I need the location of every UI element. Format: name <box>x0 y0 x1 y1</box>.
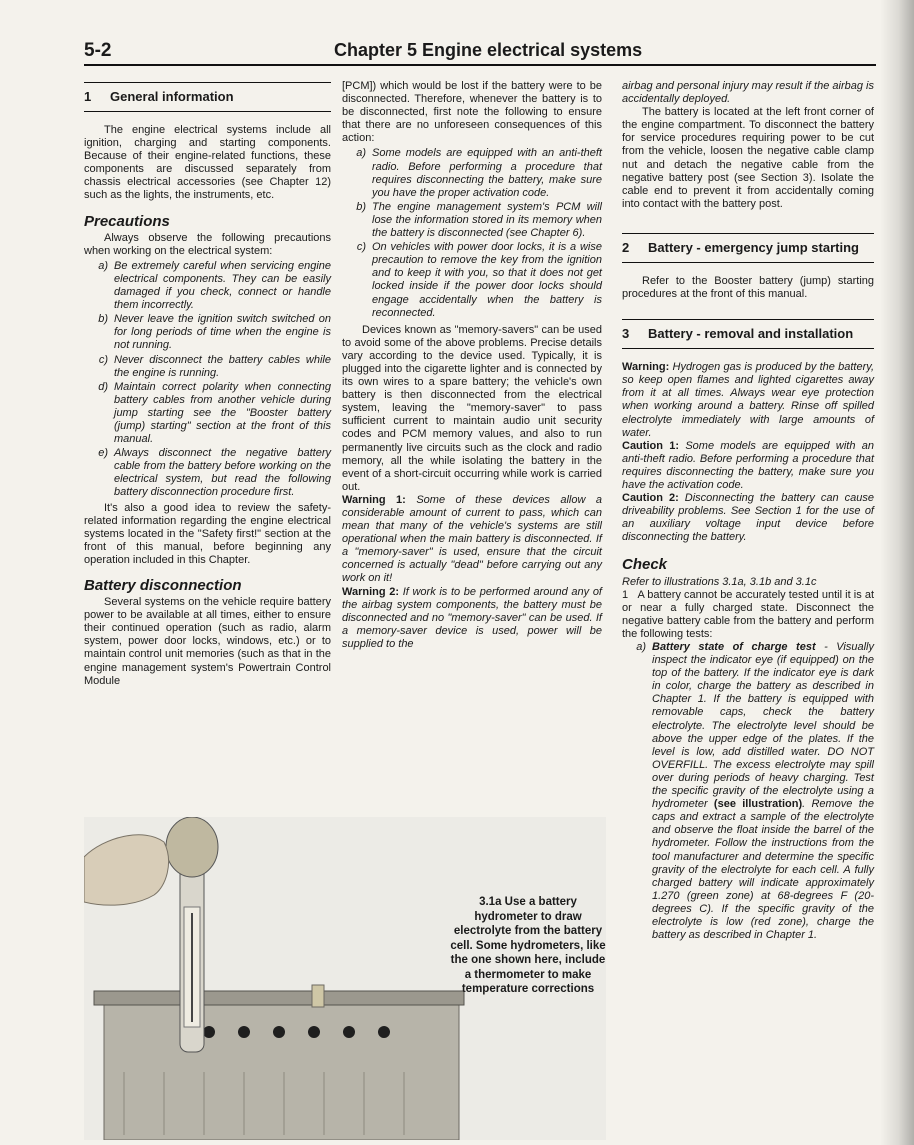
step-1: 1 A battery cannot be accurately tested until it is at or near a fully charged state. Disconnect the negative battery cable from the battery and perform the following tests: <box>622 588 874 640</box>
column-1 <box>84 80 331 688</box>
list-item: a) Some models are equipped with an anti-theft radio. Before performing a procedure that requires disconnecting the battery, make sure you have the proper activation code. <box>356 147 602 199</box>
column-3 <box>622 80 874 943</box>
chapter-title: Chapter 5 Engine electrical systems <box>334 40 643 60</box>
column-2 <box>342 80 602 651</box>
section-3-title: Battery - removal and installation <box>648 326 854 342</box>
memory-savers-paragraph: Devices known as "memory-savers" can be used to avoid some of the above problems. Precise details vary according to the device used. Typically, it is plugged into the cigarette lighter and is connected by its own wires to a spare battery; the vehicle's own battery is then disconnected from the electrical system, leaving the "memory-saver" to pass sufficient current to maintain audio unit security codes and PCM memory values, and also to run permanently live circuits such as the clock and radio memory, all the while isolating the battery in the event of a short-circuit occurring while work is carried out. <box>342 323 602 493</box>
general-intro: The engine electrical systems include all ignition, charging and starting components. Because of their engine-related functions, these components are discussed separately from chassis electrical accessories (see Chapter 12) such as the lights, the instruments, etc. <box>84 124 331 202</box>
precautions-intro: Always observe the following precautions when working on the electrical system: <box>84 231 331 257</box>
page-number: 5-2 <box>84 40 112 61</box>
battery-location-paragraph: The battery is located at the left front corner of the engine compartment. To disconnect the battery for service procedures requiring power to be cut from the vehicle, loosen the negative cable clamp nut and detach the negative cable from the negative battery post (see Section 3). Isolate the cable end to prevent it from accidentally coming into contact with the battery post. <box>622 106 874 210</box>
airbag-continuation: airbag and personal injury may result if the airbag is accidentally deployed. <box>622 80 874 106</box>
check-heading: Check <box>622 556 668 574</box>
section-2-text: Refer to the Booster battery (jump) starting procedures at the front of this manual. <box>622 274 874 301</box>
list-item: a) Battery state of charge test - Visually inspect the indicator eye (if equipped) on the top of the battery. If the indicator eye is dark in color, charge the battery as described in Chapter 1. If the battery is equipped with removable caps, check the battery electrolyte. The electrolyte level should be above the upper edge of the plates. If the level is low, add distilled water. DO NOT OVERFILL. The excess electrolyte may spill over during periods of heavy charging. Test the specific gravity of the electrolyte using a hydrometer (see illustration). Remove the caps and extract a sample of the electrolyte and observe the float inside the barrel of the hydrometer. Follow the instructions from the tool manufacturer and determine the specific gravity of the electrolyte for each cell. A fully charged battery will indicate approximately 1.270 (green zone) at 68-degrees F (20-degrees C). If the specific gravity of the electrolyte is low (red zone), charge the battery as described in Chapter 1. <box>636 641 875 942</box>
header-rule <box>84 64 876 66</box>
section-1-title: General information <box>110 89 234 104</box>
pcm-continuation: [PCM]) which would be lost if the battery were to be disconnected. Therefore, whenever the battery is to be disconnected, first note the following to ensure that there are no unforeseen consequences of this action: <box>342 80 602 145</box>
precautions-list <box>84 260 331 500</box>
section-2-number: 2 <box>622 239 630 255</box>
warning-2: Warning 2: If work is to be performed around any of the airbag system components, the battery must be disconnected and no "memory-saver" can be used. If a memory-saver device is used, power will be supplied to the <box>342 585 602 650</box>
list-item: b) Never leave the ignition switch switched on for long periods of time when the engine is not running. <box>98 313 331 352</box>
battery-disconnection-heading: Battery disconnection <box>84 577 242 594</box>
consequences-list <box>342 147 602 319</box>
list-item: e) Always disconnect the negative battery cable from the battery before working on the electrical system, but read the following battery disconnection procedure first. <box>98 447 331 499</box>
list-item: c) On vehicles with power door locks, it is a wise precaution to remove the key from the ignition and to keep it with you, so that it does not get locked inside if the power door locks should engage accidentally when the battery is reconnected. <box>356 241 602 319</box>
list-item: c) Never disconnect the battery cables while the engine is running. <box>98 353 331 379</box>
caution-2: Caution 2: Disconnecting the battery can cause driveability problems. See Section 1 for the use of an auxiliary voltage input device before disconnecting the battery. <box>622 492 874 544</box>
list-item: b) The engine management system's PCM will lose the information stored in its memory when the battery is disconnected (see Chapter 6). <box>356 200 602 240</box>
page-edge-shadow <box>880 0 914 1145</box>
section-1-number: 1 <box>84 89 92 104</box>
hydrogen-warning: Warning: Hydrogen gas is produced by the battery, so keep open flames and lighted cigarettes away from it at all times. Always wear eye protection when working around a battery. Rinse off spilled electrolyte immediately with large amounts of water. <box>622 361 874 439</box>
caution-1: Caution 1: Some models are equipped with an anti-theft radio. Before performing a procedure that requires disconnecting the battery, make sure you have the activation code. <box>622 439 874 491</box>
battery-disconnection-text: Several systems on the vehicle require battery power to be available at all times, either to ensure their continued operation (such as radio, alarm system, power door locks, windows, etc.) or to maintain control unit memories (such as that in the engine management system's Powertrain Control Module <box>84 596 331 687</box>
section-2-heading <box>622 233 874 263</box>
section-3-heading <box>622 319 874 349</box>
warning-1: Warning 1: Some of these devices allow a considerable amount of current to pass, which can mean that many of the vehicle's systems are still operational when the main battery is disconnected. If a "memory-saver" is used, ensure that the circuit concerned is actually "dead" before carrying out any work on it! <box>342 493 602 585</box>
list-item: d) Maintain correct polarity when connecting battery cables from another vehicle during jump starting see the "Booster battery (jump) starting" section at the front of this manual. <box>98 380 331 446</box>
section-1-heading <box>84 82 331 112</box>
section-2-title: Battery - emergency jump starting <box>648 239 859 255</box>
review-paragraph: It's also a good idea to review the safety-related information regarding the engine electrical systems located in the "Safety first!" section at the front of this manual, before beginning any operation included in this Chapter. <box>84 501 331 566</box>
illustration-reference: Refer to illustrations 3.1a, 3.1b and 3.1c <box>622 575 817 588</box>
precautions-heading: Precautions <box>84 212 170 230</box>
figure-caption: 3.1a Use a battery hydrometer to draw electrolyte from the battery cell. Some hydrometers, like the one shown here, include a thermometer to make temperature corrections <box>450 896 606 995</box>
section-3-number: 3 <box>622 326 630 342</box>
list-item: a) Be extremely careful when servicing engine electrical components. They can be easily damaged if you check, connect or handle them incorrectly. <box>98 259 331 312</box>
